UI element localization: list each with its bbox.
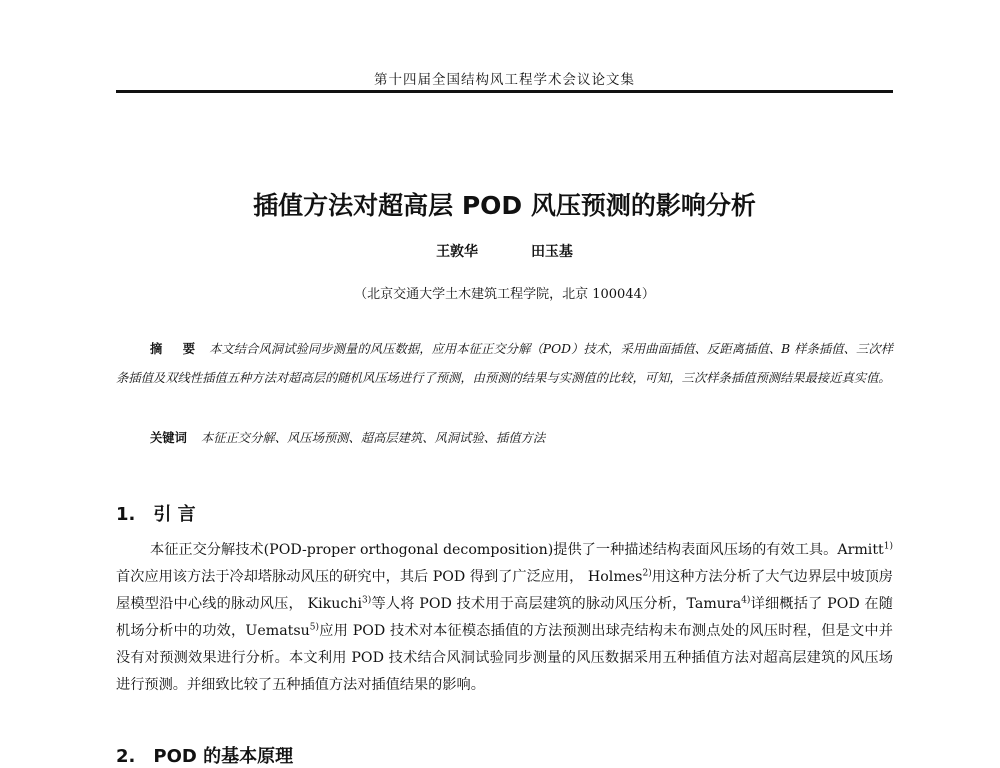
- keywords-label: 关键词: [150, 430, 187, 445]
- introduction-paragraph: [116, 537, 893, 699]
- abstract-label: 摘 要: [150, 341, 204, 356]
- author-name: 王敦华: [436, 244, 479, 260]
- author-name: 田玉基: [530, 244, 573, 260]
- keywords: [150, 428, 893, 446]
- paragraph-text: 等人将 POD 技术用于高层建筑的脉动风压分析，Tamura: [371, 596, 742, 612]
- paragraph-text: 应用 POD 技术对本征模态插值的方法预测出球壳结构未布测点处的风压时程，但是文中并没有对预测效果进行分析。本文利用 POD 技术结合风洞试验同步测量的风压数据采用五种插值方法对超高层建筑的风压场进行预测。并细致比较了五种插值方法对插值结果的影响。: [116, 623, 893, 693]
- section-title: 引 言: [153, 504, 196, 525]
- paragraph-text: 详细概括了 POD 在随机场分析中的功效，Uematsu: [116, 596, 893, 639]
- author-list: [116, 241, 893, 261]
- paper-title: 插值方法对超高层 POD 风压预测的影响分析: [253, 191, 756, 220]
- section-title: POD 的基本原理: [153, 746, 294, 767]
- citation-ref: 5): [309, 622, 320, 633]
- affiliation: （北京交通大学土木建筑工程学院，北京 100044）: [354, 287, 655, 302]
- citation-ref: 3): [362, 595, 372, 606]
- citation-ref: 1): [883, 541, 893, 552]
- section-number: 1.: [116, 504, 136, 525]
- citation-ref: 2): [642, 568, 652, 579]
- section-heading-pod-principle: [116, 742, 893, 768]
- paragraph-text: 首次应用该方法于冷却塔脉动风压的研究中，其后 POD 得到了广泛应用， Holmes: [116, 569, 643, 585]
- section-heading-introduction: [116, 500, 893, 526]
- header-rule: [116, 90, 893, 93]
- keywords-text: 本征正交分解、风压场预测、超高层建筑、风洞试验、插值方法: [200, 431, 546, 445]
- paragraph-text: 用这种方法分析了大气边界层中坡顶房屋模型沿中心线的脉动风压， Kikuchi: [116, 569, 893, 612]
- citation-ref: 4): [741, 595, 751, 606]
- abstract-text: 本文结合风洞试验同步测量的风压数据，应用本征正交分解（POD）技术，采用曲面插值、反距离插值、B 样条插值、三次样条插值及双线性插值五种方法对超高层的随机风压场进行了预测，由预测的结果与实测值的比较，可知，三次样条插值预测结果最接近真实值。: [116, 342, 894, 385]
- paragraph-text: 本征正交分解技术(POD-proper orthogonal decomposition)提供了一种描述结构表面风压场的有效工具。Armitt: [150, 542, 884, 558]
- running-header: 第十四届全国结构风工程学术会议论文集: [374, 72, 635, 88]
- section-number: 2.: [116, 746, 136, 767]
- abstract: [116, 334, 893, 393]
